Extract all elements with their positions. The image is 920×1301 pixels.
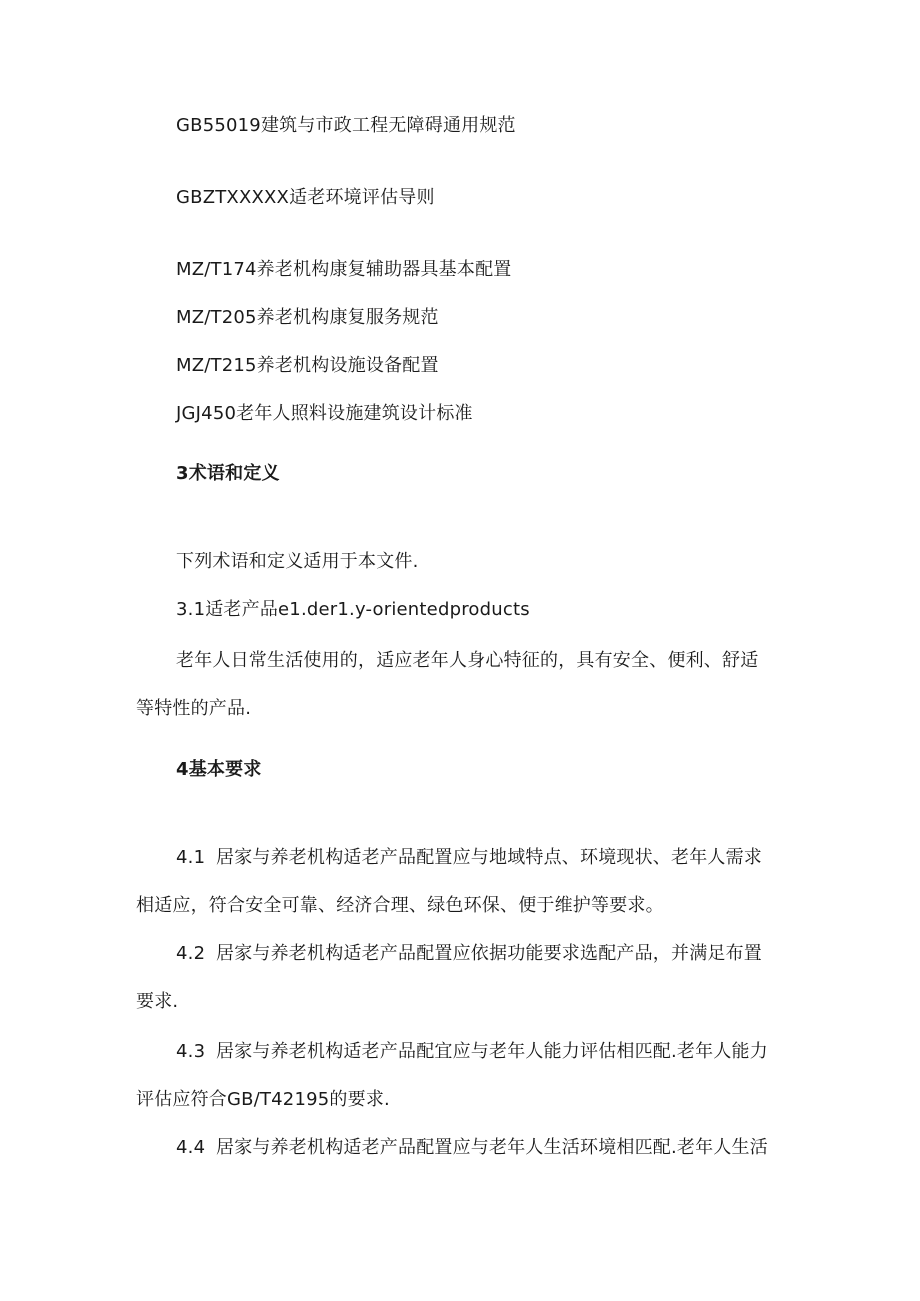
reference-item: MZ/T174养老机构康复辅助器具基本配置 [176, 259, 512, 280]
clause-text: 居家与养老机构适老产品配置应与老年人生活环境相匹配.老年人生活 [216, 1137, 768, 1158]
term-definition-line2: 等特性的产品. [136, 698, 252, 719]
reference-item: JGJ450老年人照料设施建筑设计标准 [176, 403, 473, 424]
reference-item: MZ/T215养老机构设施设备配置 [176, 355, 439, 376]
section-3-intro: 下列术语和定义适用于本文件. [176, 551, 419, 572]
clause-4-2-line1 [176, 942, 762, 966]
clause-text: 居家与养老机构适老产品配置应与地域特点、环境现状、老年人需求 [216, 847, 762, 868]
clause-number: 4.2 [176, 943, 206, 964]
reference-item: GB55019建筑与市政工程无障碍通用规范 [176, 115, 516, 136]
clause-4-4-line1 [176, 1136, 768, 1160]
clause-text: 居家与养老机构适老产品配宜应与老年人能力评估相匹配.老年人能力 [216, 1041, 768, 1062]
term-title: 3.1适老产品e1.der1.y-orientedproducts [176, 599, 530, 620]
clause-4-2-line2: 要求. [136, 991, 179, 1012]
clause-4-3-line2: 评估应符合GB/T42195的要求. [136, 1089, 390, 1110]
clause-4-1-line1 [176, 846, 762, 870]
clause-text: 居家与养老机构适老产品配置应依据功能要求选配产品，并满足布置 [216, 943, 762, 964]
term-definition-line1: 老年人日常生活使用的，适应老年人身心特征的，具有安全、便利、舒适 [176, 650, 759, 671]
clause-4-3-line1 [176, 1040, 768, 1064]
clause-number: 4.4 [176, 1137, 206, 1158]
section-4-heading: 4基本要求 [176, 759, 262, 780]
clause-4-1-line2: 相适应，符合安全可靠、经济合理、绿色环保、便于维护等要求。 [136, 895, 664, 916]
section-3-heading: 3术语和定义 [176, 463, 280, 484]
reference-item: GBZTXXXXX适老环境评估导则 [176, 187, 435, 208]
reference-item: MZ/T205养老机构康复服务规范 [176, 307, 439, 328]
clause-number: 4.3 [176, 1041, 206, 1062]
clause-number: 4.1 [176, 847, 206, 868]
